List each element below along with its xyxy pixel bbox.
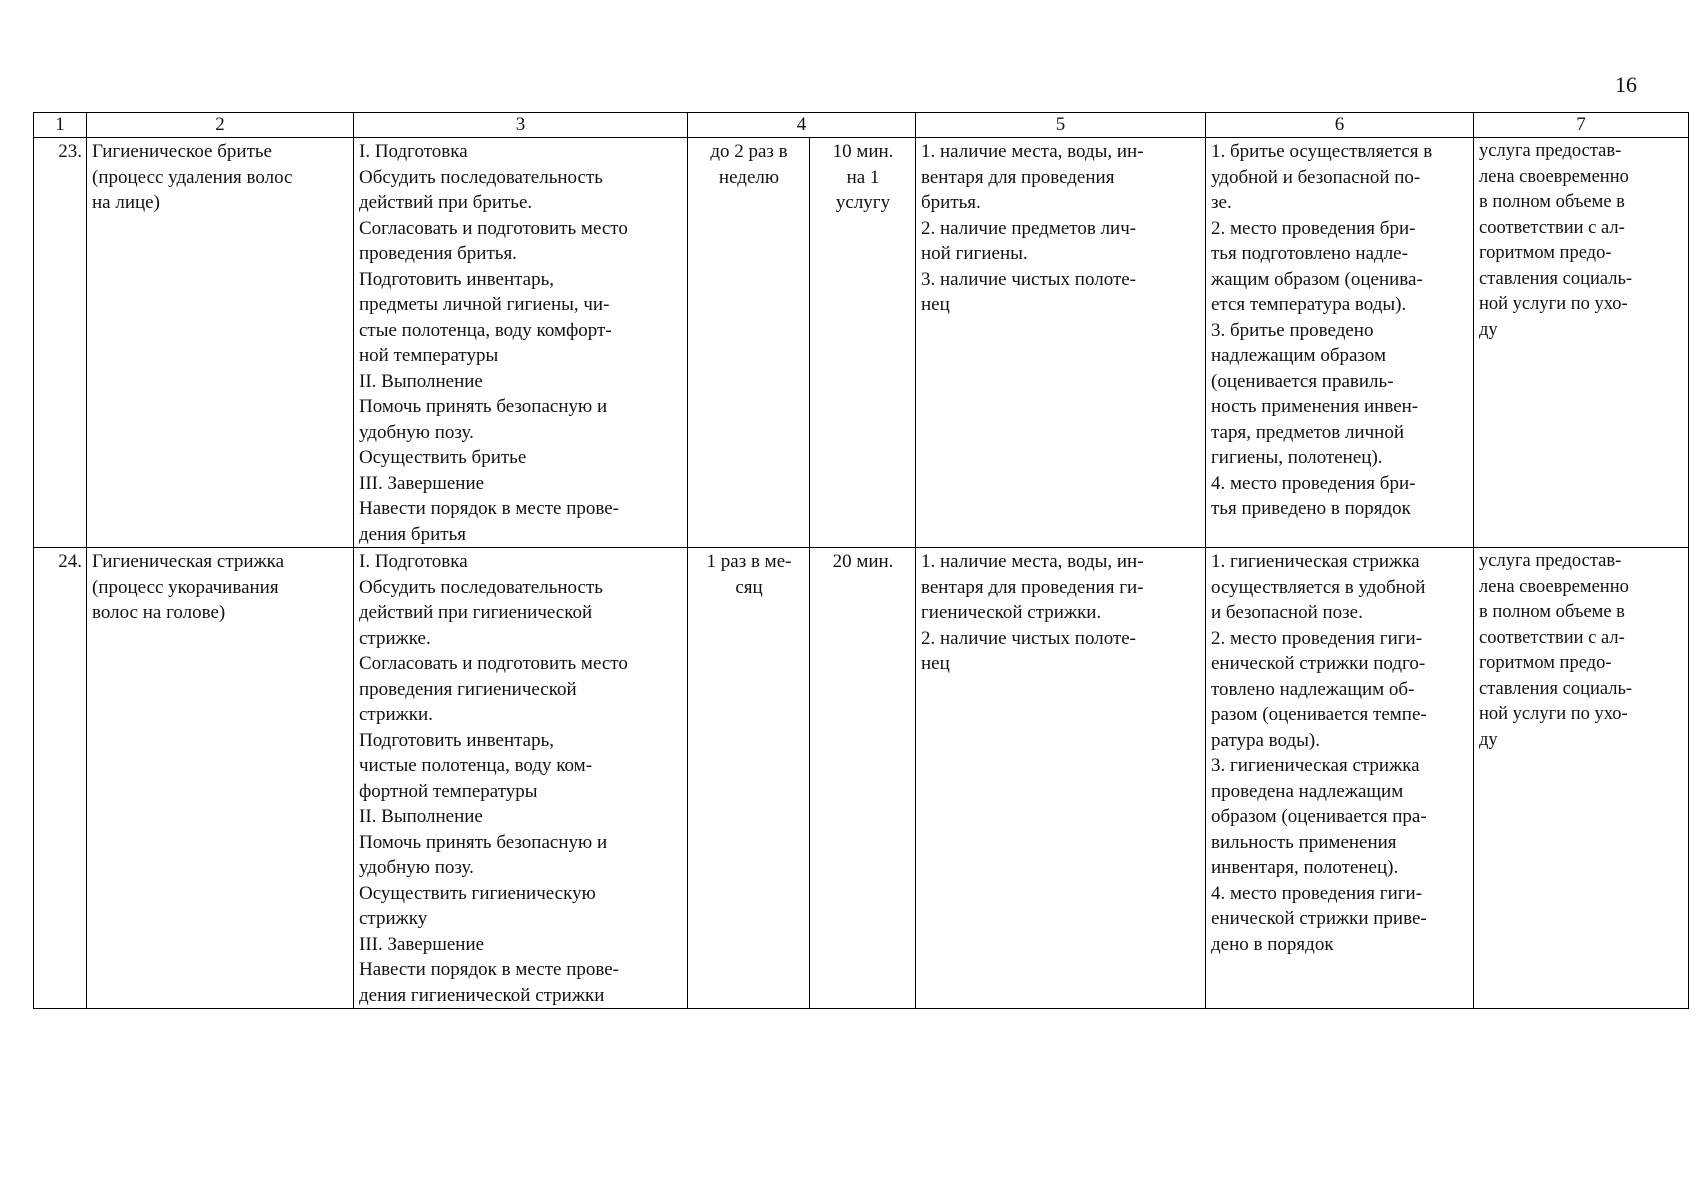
cell-text-line: соответствии с ал- <box>1479 627 1625 648</box>
cell-text-line: ной гигиены. <box>921 243 1028 264</box>
cell-text-line: инвентаря, полотенец). <box>1211 857 1399 878</box>
cell-text-line: (процесс укорачивания <box>92 576 279 598</box>
header-col-3: 3 <box>354 113 688 138</box>
conditions-cell <box>916 548 1206 1009</box>
cell-text-line: ду <box>1479 319 1498 340</box>
cell-text-line: осуществляется в удобной <box>1211 576 1426 598</box>
duration-cell <box>810 138 916 548</box>
cell-text-line: гигиены, полотенец). <box>1211 447 1383 468</box>
cell-text-line: стрижке. <box>359 627 431 649</box>
cell-text-line: (процесс удаления волос <box>92 166 293 188</box>
cell-text-line: нец <box>921 653 950 674</box>
cell-text-line: ставления социаль- <box>1479 678 1633 699</box>
service-name-cell <box>87 138 354 548</box>
cell-text-line: таря, предметов личной <box>1211 421 1404 443</box>
cell-text-line: удобной и безопасной по- <box>1211 166 1421 188</box>
header-col-1: 1 <box>34 113 87 138</box>
cell-text-line: ставления социаль- <box>1479 268 1633 289</box>
cell-text-line: Навести порядок в месте прове- <box>359 498 619 519</box>
header-col-7: 7 <box>1474 113 1689 138</box>
cell-text-line: Согласовать и подготовить место <box>359 217 628 239</box>
cell-text-line: 2. наличие чистых полоте- <box>921 627 1137 649</box>
cell-text-line: Подготовить инвентарь, <box>359 268 555 290</box>
cell-text-line: стые полотенца, воду комфорт- <box>359 319 612 341</box>
cell-text-line: лена своевременно <box>1479 166 1629 187</box>
cell-text-line: 1. бритье осуществляется в <box>1211 141 1433 162</box>
cell-text-line: товлено надлежащим об- <box>1211 678 1415 700</box>
cell-text-line: проведения гигиенической <box>359 678 577 700</box>
criteria-cell <box>1206 548 1474 1009</box>
frequency-cell <box>688 548 810 1009</box>
cell-text-line: волос на голове) <box>92 602 226 623</box>
cell-text-line: проведена надлежащим <box>1211 780 1404 802</box>
cell-text-line: ной услуги по ухо- <box>1479 294 1628 314</box>
cell-text-line: тья приведено в порядок <box>1211 498 1411 519</box>
cell-text-line: 20 мин. <box>832 551 894 572</box>
cell-text-line: дено в порядок <box>1211 933 1334 955</box>
row-number-cell: 24. <box>34 548 87 1009</box>
result-cell <box>1474 548 1689 1009</box>
header-col-6: 6 <box>1206 113 1474 138</box>
cell-text-line: неделю <box>718 166 780 188</box>
cell-text-line: 1. гигиеническая стрижка <box>1211 551 1420 572</box>
cell-text-line: енической стрижки приве- <box>1211 908 1427 929</box>
cell-text-line: нец <box>921 294 950 315</box>
duration-cell <box>810 548 916 1009</box>
cell-text-line: Помочь принять безопасную и <box>359 396 608 417</box>
cell-text-line: (оценивается правиль- <box>1211 370 1394 392</box>
cell-text-line: бритья. <box>921 192 981 213</box>
cell-text-line: ной температуры <box>359 345 499 366</box>
cell-text-line: II. Выполнение <box>359 806 483 827</box>
cell-text-line: удобную позу. <box>359 857 474 878</box>
cell-text-line: сяц <box>735 576 763 598</box>
cell-text-line: действий при гигиенической <box>359 602 593 623</box>
header-row <box>34 113 1689 138</box>
cell-text-line: ется температура воды). <box>1211 294 1407 315</box>
cell-text-line: услуга предостав- <box>1479 551 1622 571</box>
cell-text-line: Гигиеническое бритье <box>92 141 272 162</box>
cell-text-line: и безопасной позе. <box>1211 602 1363 623</box>
cell-text-line: ной услуги по ухо- <box>1479 704 1628 724</box>
cell-text-line: Обсудить последовательность <box>359 576 603 598</box>
service-name-cell <box>87 548 354 1009</box>
cell-text-line: стрижку <box>359 908 428 929</box>
cell-text-line: зе. <box>1211 192 1232 213</box>
cell-text-line: ность применения инвен- <box>1211 396 1419 417</box>
cell-text-line: дения гигиенической стрижки <box>359 984 605 1006</box>
cell-text-line: Осуществить бритье <box>359 447 527 468</box>
header-col-2: 2 <box>87 113 354 138</box>
cell-text-line: 3. гигиеническая стрижка <box>1211 755 1420 776</box>
cell-text-line: III. Завершение <box>359 472 485 494</box>
cell-text-line: 10 мин. <box>832 141 894 162</box>
cell-text-line: ратура воды). <box>1211 729 1320 751</box>
services-table <box>33 112 1689 1009</box>
cell-text-line: I. Подготовка <box>359 551 468 572</box>
cell-text-line: 3. бритье проведено <box>1211 319 1374 341</box>
cell-text-line: 2. место проведения гиги- <box>1211 627 1423 649</box>
cell-text-line: Осуществить гигиеническую <box>359 882 596 904</box>
cell-text-line: Гигиеническая стрижка <box>92 551 285 572</box>
cell-text-line: надлежащим образом <box>1211 345 1386 366</box>
cell-text-line: вильность применения <box>1211 831 1397 853</box>
cell-text-line: в полном объеме в <box>1479 192 1625 212</box>
cell-text-line: 1 раз в ме- <box>706 551 792 572</box>
cell-text-line: дения бритья <box>359 523 466 545</box>
cell-text-line: фортной температуры <box>359 780 538 802</box>
cell-text-line: 1. наличие места, воды, ин- <box>921 551 1144 572</box>
cell-text-line: услугу <box>835 192 891 213</box>
cell-text-line: горитмом предо- <box>1479 243 1612 263</box>
cell-text-line: горитмом предо- <box>1479 653 1612 673</box>
cell-text-line: ду <box>1479 729 1498 750</box>
header-col-5: 5 <box>916 113 1206 138</box>
cell-text-line: соответствии с ал- <box>1479 217 1625 238</box>
header-col-4: 4 <box>688 113 916 138</box>
cell-text-line: III. Завершение <box>359 933 485 955</box>
cell-text-line: жащим образом (оценива- <box>1211 268 1423 290</box>
cell-text-line: 4. место проведения бри- <box>1211 472 1416 494</box>
page-number: 16 <box>1615 72 1637 97</box>
cell-text-line: чистые полотенца, воду ком- <box>359 755 593 776</box>
cell-text-line: гиенической стрижки. <box>921 602 1102 623</box>
conditions-cell <box>916 138 1206 548</box>
cell-text-line: вентаря для проведения ги- <box>921 576 1144 598</box>
cell-text-line: 3. наличие чистых полоте- <box>921 268 1137 290</box>
cell-text-line: Навести порядок в месте прове- <box>359 959 619 980</box>
cell-text-line: стрижки. <box>359 704 433 725</box>
criteria-cell <box>1206 138 1474 548</box>
cell-text-line: услуга предостав- <box>1479 141 1622 161</box>
cell-text-line: 2. место проведения бри- <box>1211 217 1416 239</box>
cell-text-line: вентаря для проведения <box>921 166 1115 188</box>
cell-text-line: в полном объеме в <box>1479 602 1625 622</box>
actions-cell <box>354 138 688 548</box>
cell-text-line: 1. наличие места, воды, ин- <box>921 141 1144 162</box>
cell-text-line: Помочь принять безопасную и <box>359 831 608 853</box>
cell-text-line: до 2 раз в <box>710 141 788 162</box>
frequency-cell <box>688 138 810 548</box>
cell-text-line: II. Выполнение <box>359 370 483 392</box>
cell-text-line: 2. наличие предметов лич- <box>921 217 1137 239</box>
cell-text-line: действий при бритье. <box>359 192 533 213</box>
cell-text-line: Подготовить инвентарь, <box>359 729 555 751</box>
cell-text-line: Обсудить последовательность <box>359 166 603 188</box>
cell-text-line: I. Подготовка <box>359 141 468 162</box>
row-number-cell: 23. <box>34 138 87 548</box>
cell-text-line: предметы личной гигиены, чи- <box>359 294 610 315</box>
cell-text-line: проведения бритья. <box>359 243 517 264</box>
cell-text-line: удобную позу. <box>359 421 474 443</box>
cell-text-line: на 1 <box>846 166 880 188</box>
cell-text-line: лена своевременно <box>1479 576 1629 597</box>
cell-text-line: енической стрижки подго- <box>1211 653 1426 674</box>
cell-text-line: тья подготовлено надле- <box>1211 243 1408 264</box>
actions-cell <box>354 548 688 1009</box>
result-cell <box>1474 138 1689 548</box>
cell-text-line: на лице) <box>92 192 160 213</box>
cell-text-line: разом (оценивается темпе- <box>1211 704 1427 725</box>
table-row <box>34 548 1689 1009</box>
cell-text-line: Согласовать и подготовить место <box>359 653 628 674</box>
cell-text-line: 4. место проведения гиги- <box>1211 882 1423 904</box>
cell-text-line: образом (оценивается пра- <box>1211 806 1427 827</box>
table-row <box>34 138 1689 548</box>
